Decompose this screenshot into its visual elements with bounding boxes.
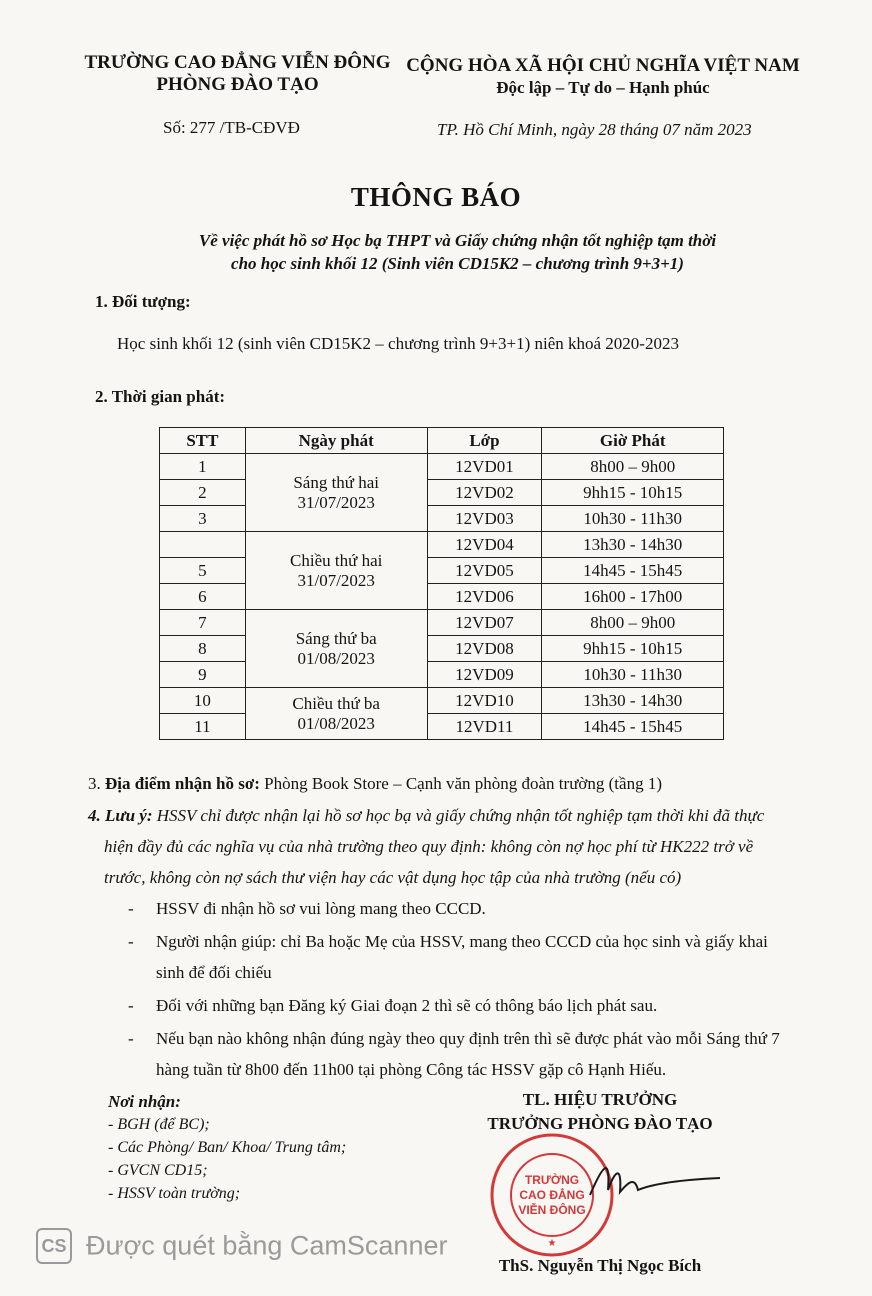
table-row bbox=[160, 636, 724, 662]
handwritten-signature bbox=[580, 1150, 730, 1220]
section-4-line-3: trước, không còn nợ sách thư viện hay các vật dụng học tập của nhà trường (nếu có) bbox=[104, 868, 682, 887]
document-title: THÔNG BÁO bbox=[350, 182, 522, 212]
header-left bbox=[60, 52, 415, 96]
recipient-item: - Các Phòng/ Ban/ Khoa/ Trung tâm; bbox=[108, 1139, 347, 1156]
table-row bbox=[160, 558, 724, 584]
list-item bbox=[0, 926, 872, 988]
bullet-text-cont: hàng tuần từ 8h00 đến 11h00 tại phòng Công tác HSSV gặp cô Hạnh Hiếu. bbox=[156, 1060, 667, 1079]
section-4-label: Lưu ý: bbox=[105, 806, 153, 825]
header-stt: STT bbox=[160, 428, 246, 454]
stamp-line-3: VIỄN ĐÔNG bbox=[518, 1203, 586, 1217]
cell-day-group bbox=[245, 610, 427, 688]
recipient-item: - HSSV toàn trường; bbox=[108, 1185, 241, 1202]
group-date: 31/07/2023 bbox=[297, 492, 375, 512]
recipients bbox=[108, 1090, 346, 1205]
table-row bbox=[160, 454, 724, 480]
department-name: PHÒNG ĐÀO TẠO bbox=[156, 74, 319, 95]
group-date: 31/07/2023 bbox=[297, 570, 375, 590]
section-4-line-2: hiện đầy đủ các nghĩa vụ của nhà trường theo quy định: không còn nợ học phí từ HK222 trở về bbox=[104, 837, 754, 856]
group-day: Chiều thứ ba bbox=[292, 693, 380, 713]
subtitle-line-2: cho học sinh khối 12 (Sinh viên CD15K2 – chương trình 9+3+1) bbox=[231, 254, 684, 273]
recipient-item: - GVCN CD15; bbox=[108, 1162, 208, 1179]
table-row bbox=[160, 506, 724, 532]
section-4 bbox=[88, 800, 808, 893]
cell-time: 8h00 – 9h00 bbox=[542, 610, 724, 636]
national-motto: Độc lập – Tự do – Hạnh phúc bbox=[496, 78, 710, 97]
section-3-text: Phòng Book Store – Cạnh văn phòng đoàn trường (tầng 1) bbox=[264, 774, 662, 793]
table-row bbox=[160, 584, 724, 610]
cell-time: 14h45 - 15h45 bbox=[542, 714, 724, 740]
dash-icon: - bbox=[128, 899, 134, 918]
table-row bbox=[160, 480, 724, 506]
cell-day-group bbox=[245, 688, 427, 740]
cell-class: 12VD04 bbox=[427, 532, 542, 558]
camscanner-logo-icon: CS bbox=[36, 1228, 72, 1264]
watermark-text: Được quét bằng CamScanner bbox=[86, 1230, 448, 1261]
cell-day-group bbox=[245, 454, 427, 532]
section-2-heading: 2. Thời gian phát: bbox=[95, 387, 226, 406]
header-class: Lớp bbox=[427, 428, 542, 454]
group-day: Sáng thứ hai bbox=[293, 472, 380, 492]
signature-block bbox=[470, 1088, 730, 1136]
section-3 bbox=[88, 768, 662, 799]
dash-icon: - bbox=[128, 996, 134, 1015]
cell-class: 12VD02 bbox=[427, 480, 542, 506]
cell-class: 12VD10 bbox=[427, 688, 542, 714]
section-4-number: 4. bbox=[88, 806, 105, 825]
bullet-text: HSSV đi nhận hồ sơ vui lòng mang theo CCCD. bbox=[156, 899, 486, 918]
document-subtitle bbox=[0, 229, 872, 275]
table-header-row bbox=[160, 428, 724, 454]
group-day: Chiều thứ hai bbox=[290, 550, 383, 570]
cell-time: 14h45 - 15h45 bbox=[542, 558, 724, 584]
signature-stroke bbox=[590, 1168, 720, 1195]
stamp-star-icon: ★ bbox=[547, 1238, 557, 1249]
cell-time: 9hh15 - 10h15 bbox=[542, 636, 724, 662]
subtitle-line-1: Về việc phát hồ sơ Học bạ THPT và Giấy chứng nhận tốt nghiệp tạm thời bbox=[198, 231, 717, 250]
list-item bbox=[0, 990, 872, 1021]
cell-stt bbox=[160, 532, 246, 558]
cell-class: 12VD03 bbox=[427, 506, 542, 532]
stamp-line-1: TRƯỜNG bbox=[524, 1173, 580, 1187]
bullet-text: Nếu bạn nào không nhận đúng ngày theo quy định trên thì sẽ được phát vào mỗi Sáng thứ 7 bbox=[156, 1029, 780, 1048]
dash-icon: - bbox=[128, 1029, 134, 1048]
bullet-text-cont: sinh để đối chiếu bbox=[156, 963, 272, 982]
list-item bbox=[0, 1023, 872, 1085]
bullet-list bbox=[0, 893, 872, 1085]
header-right bbox=[398, 55, 808, 99]
cell-stt: 2 bbox=[160, 480, 246, 506]
group-day: Sáng thứ ba bbox=[295, 628, 377, 648]
cell-time: 13h30 - 14h30 bbox=[542, 688, 724, 714]
section-1-text: Học sinh khối 12 (sinh viên CD15K2 – chương trình 9+3+1) niên khoá 2020-2023 bbox=[117, 334, 679, 353]
stamp-line-2: CAO ĐẲNG bbox=[519, 1188, 585, 1202]
signature-title-1: TL. HIỆU TRƯỞNG bbox=[522, 1090, 678, 1109]
cell-stt: 1 bbox=[160, 454, 246, 480]
cell-stt: 9 bbox=[160, 662, 246, 688]
cell-time: 16h00 - 17h00 bbox=[542, 584, 724, 610]
cell-time: 13h30 - 14h30 bbox=[542, 532, 724, 558]
recipients-heading: Nơi nhận: bbox=[108, 1092, 181, 1111]
cell-stt: 11 bbox=[160, 714, 246, 740]
section-3-number: 3. bbox=[88, 774, 105, 793]
cell-time: 9hh15 - 10h15 bbox=[542, 480, 724, 506]
cell-stt: 8 bbox=[160, 636, 246, 662]
cell-stt: 10 bbox=[160, 688, 246, 714]
section-4-text-1: HSSV chỉ được nhận lại hồ sơ học bạ và giấy chứng nhận tốt nghiệp tạm thời khi đã thực bbox=[156, 806, 765, 825]
cell-time: 10h30 - 11h30 bbox=[542, 506, 724, 532]
recipient-item: - BGH (để BC); bbox=[108, 1116, 210, 1133]
table-row bbox=[160, 662, 724, 688]
cell-class: 12VD05 bbox=[427, 558, 542, 584]
camscanner-watermark bbox=[36, 1228, 447, 1262]
section-4-line-1 bbox=[88, 800, 808, 831]
school-name: TRƯỜNG CAO ĐẲNG VIỄN ĐÔNG bbox=[84, 52, 391, 73]
cell-stt: 3 bbox=[160, 506, 246, 532]
header-time: Giờ Phát bbox=[542, 428, 724, 454]
cell-class: 12VD11 bbox=[427, 714, 542, 740]
cell-class: 12VD01 bbox=[427, 454, 542, 480]
bullet-text: Người nhận giúp: chỉ Ba hoặc Mẹ của HSSV, mang theo CCCD của học sinh và giấy khai bbox=[156, 932, 768, 951]
list-item bbox=[0, 893, 872, 924]
cell-stt: 7 bbox=[160, 610, 246, 636]
national-title: CỘNG HÒA XÃ HỘI CHỦ NGHĨA VIỆT NAM bbox=[406, 55, 800, 76]
table-row bbox=[160, 714, 724, 740]
section-1-heading: 1. Đối tượng: bbox=[95, 292, 191, 311]
cell-time: 10h30 - 11h30 bbox=[542, 662, 724, 688]
schedule-table bbox=[159, 427, 724, 740]
group-date: 01/08/2023 bbox=[297, 713, 375, 733]
cell-time: 8h00 – 9h00 bbox=[542, 454, 724, 480]
document-number: Số: 277 /TB-CĐVĐ bbox=[163, 118, 300, 137]
section-3-label: Địa điểm nhận hồ sơ: bbox=[105, 774, 260, 793]
cell-class: 12VD07 bbox=[427, 610, 542, 636]
table-row bbox=[160, 688, 724, 714]
cell-class: 12VD08 bbox=[427, 636, 542, 662]
cell-day-group bbox=[245, 532, 427, 610]
signer-name: ThS. Nguyễn Thị Ngọc Bích bbox=[498, 1256, 702, 1275]
group-date: 01/08/2023 bbox=[297, 648, 375, 668]
table-row bbox=[160, 610, 724, 636]
table-row bbox=[160, 532, 724, 558]
signature-title-2: TRƯỞNG PHÒNG ĐÀO TẠO bbox=[487, 1114, 713, 1133]
bullet-text: Đối với những bạn Đăng ký Giai đoạn 2 thì sẽ có thông báo lịch phát sau. bbox=[156, 996, 658, 1015]
header-date: Ngày phát bbox=[245, 428, 427, 454]
cell-stt: 6 bbox=[160, 584, 246, 610]
cell-stt: 5 bbox=[160, 558, 246, 584]
cell-class: 12VD09 bbox=[427, 662, 542, 688]
cell-class: 12VD06 bbox=[427, 584, 542, 610]
document-date: TP. Hồ Chí Minh, ngày 28 tháng 07 năm 2023 bbox=[437, 120, 752, 139]
dash-icon: - bbox=[128, 932, 134, 951]
